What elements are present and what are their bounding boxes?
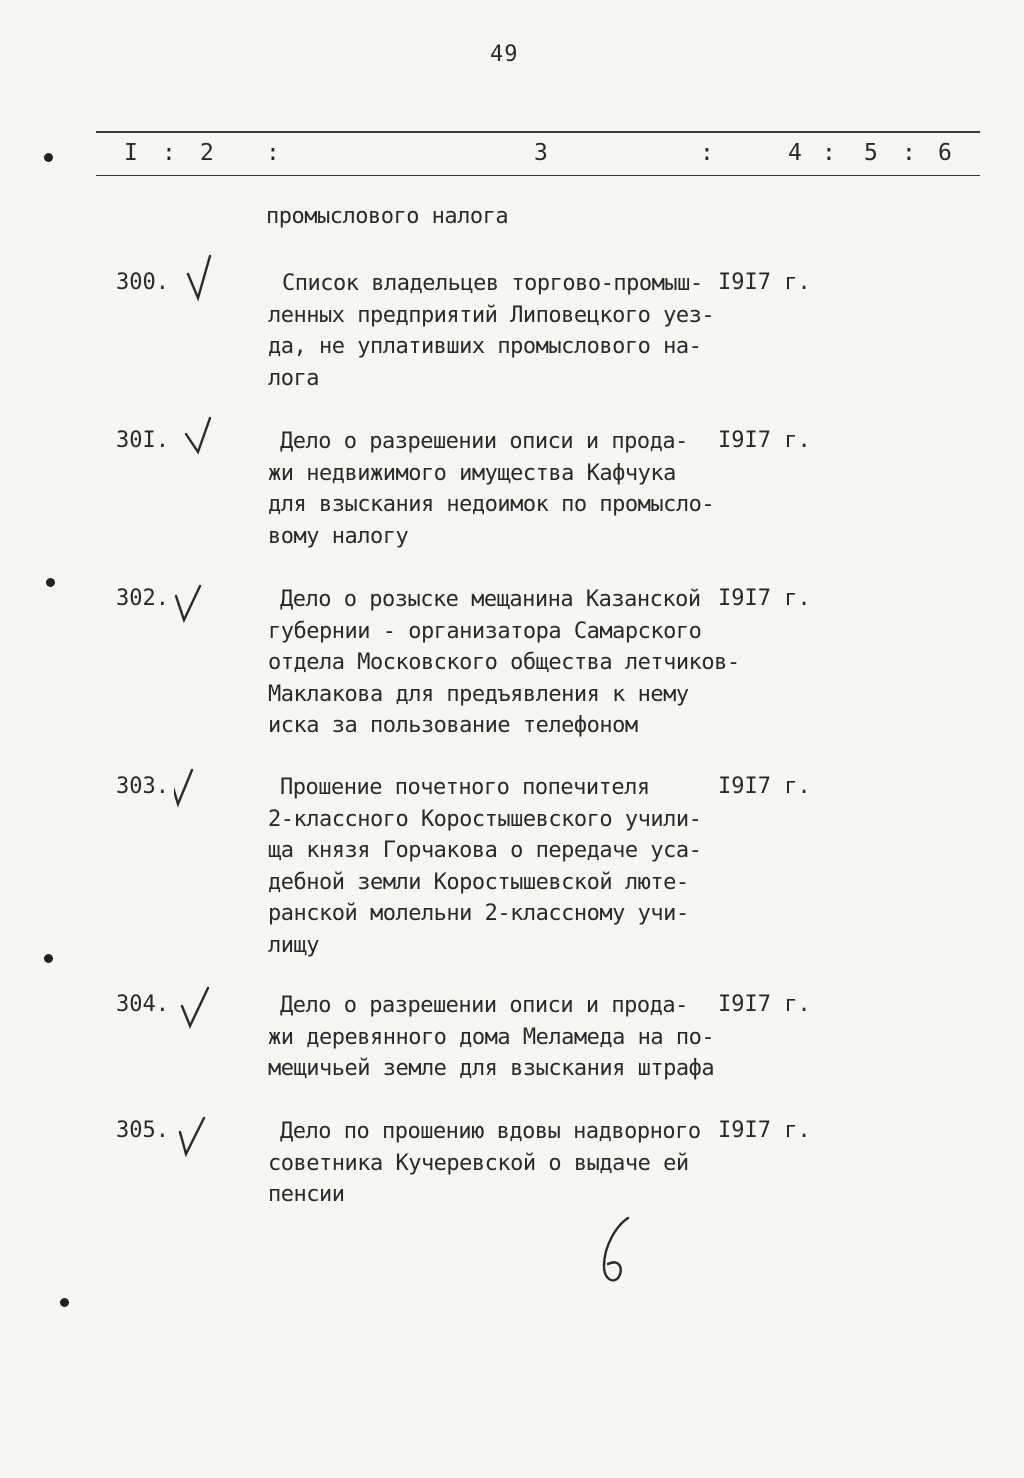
- col-sep: :: [822, 140, 836, 166]
- description-line: жи недвижимого имущества Кафчука: [268, 460, 676, 486]
- entry-year: I9I7 г.: [718, 586, 811, 611]
- checkmark-icon: [174, 254, 230, 302]
- col-5-header: 5: [864, 140, 878, 166]
- description-line: Дело по прошению вдовы надворного: [280, 1119, 701, 1144]
- entry-number: 304.: [116, 992, 169, 1017]
- entry-description: [268, 426, 714, 552]
- entry-description: [268, 584, 740, 742]
- continuation-text: промыслового налога: [266, 204, 509, 229]
- description-line: ленных предприятий Липовецкого уез-: [268, 302, 715, 328]
- punch-hole-icon: [60, 1298, 69, 1307]
- description-line: отдела Московского общества летчиков-: [268, 650, 740, 675]
- entry-year: I9I7 г.: [718, 428, 811, 453]
- col-sep: :: [700, 140, 714, 166]
- description-line: Прошение почетного попечителя: [280, 775, 650, 800]
- entry-number: 300.: [116, 270, 169, 295]
- description-line: для взыскания недоимок по промысло-: [268, 492, 715, 517]
- entry-description: [268, 990, 714, 1085]
- description-line: дебной земли Коростышевской люте-: [268, 869, 689, 895]
- col-sep: :: [266, 140, 280, 166]
- entry-year: I9I7 г.: [718, 1118, 811, 1143]
- checkmark-icon: [174, 984, 230, 1032]
- checkmark-icon: [174, 580, 230, 628]
- entry-description: [268, 1116, 701, 1211]
- col-2-header: 2: [200, 140, 214, 166]
- entry-year: I9I7 г.: [718, 992, 811, 1017]
- description-line: Дело о розыске мещанина Казанской: [280, 587, 701, 612]
- description-line: иска за пользование телефоном: [268, 713, 638, 738]
- description-line: вому налогу: [268, 523, 409, 549]
- entry-number: 302.: [116, 586, 169, 611]
- punch-hole-icon: [44, 954, 53, 963]
- description-line: да, не уплативших промыслового на-: [268, 334, 702, 359]
- description-line: губернии - организатора Самарского: [268, 618, 702, 644]
- description-line: Маклакова для предъявления к нему: [268, 681, 689, 707]
- col-3-header: 3: [534, 140, 548, 166]
- col-sep: :: [902, 140, 916, 166]
- col-1-header: I: [124, 140, 138, 166]
- description-line: мещичьей земле для взыскания штрафа: [268, 1056, 715, 1081]
- checkmark-icon: [174, 768, 230, 816]
- page-number: 49: [490, 42, 519, 67]
- entry-description: [268, 268, 715, 394]
- entry-number: 303.: [116, 774, 169, 799]
- description-line: жи деревянного дома Меламеда на по-: [268, 1024, 715, 1050]
- description-line: Список владельцев торгово-промыш-: [282, 271, 703, 296]
- description-line: пенсии: [268, 1182, 345, 1207]
- entry-year: I9I7 г.: [718, 270, 811, 295]
- description-line: ранской молельни 2-классному учи-: [268, 901, 689, 926]
- checkmark-icon: [174, 414, 230, 462]
- description-line: лищу: [268, 932, 319, 958]
- entry-year: I9I7 г.: [718, 774, 811, 799]
- description-line: лога: [268, 365, 319, 391]
- entry-number: 30I.: [116, 428, 169, 453]
- punch-hole-icon: [46, 578, 55, 587]
- table-bottom-rule: [96, 175, 980, 176]
- col-sep: :: [162, 140, 176, 166]
- checkmark-icon: [174, 1112, 230, 1160]
- col-4-header: 4: [788, 140, 802, 166]
- description-line: ща князя Горчакова о передаче уса-: [268, 838, 702, 863]
- description-line: Дело о разрешении описи и прода-: [280, 429, 688, 454]
- description-line: советника Кучеревской о выдаче ей: [268, 1150, 689, 1176]
- handwritten-six-icon: [590, 1212, 650, 1292]
- entry-number: 305.: [116, 1118, 169, 1143]
- description-line: Дело о разрешении описи и прода-: [280, 993, 688, 1018]
- punch-hole-icon: [44, 153, 53, 162]
- description-line: 2-классного Коростышевского учили-: [268, 806, 702, 832]
- col-6-header: 6: [938, 140, 952, 166]
- entry-description: [268, 772, 701, 961]
- table-top-rule: [96, 131, 980, 133]
